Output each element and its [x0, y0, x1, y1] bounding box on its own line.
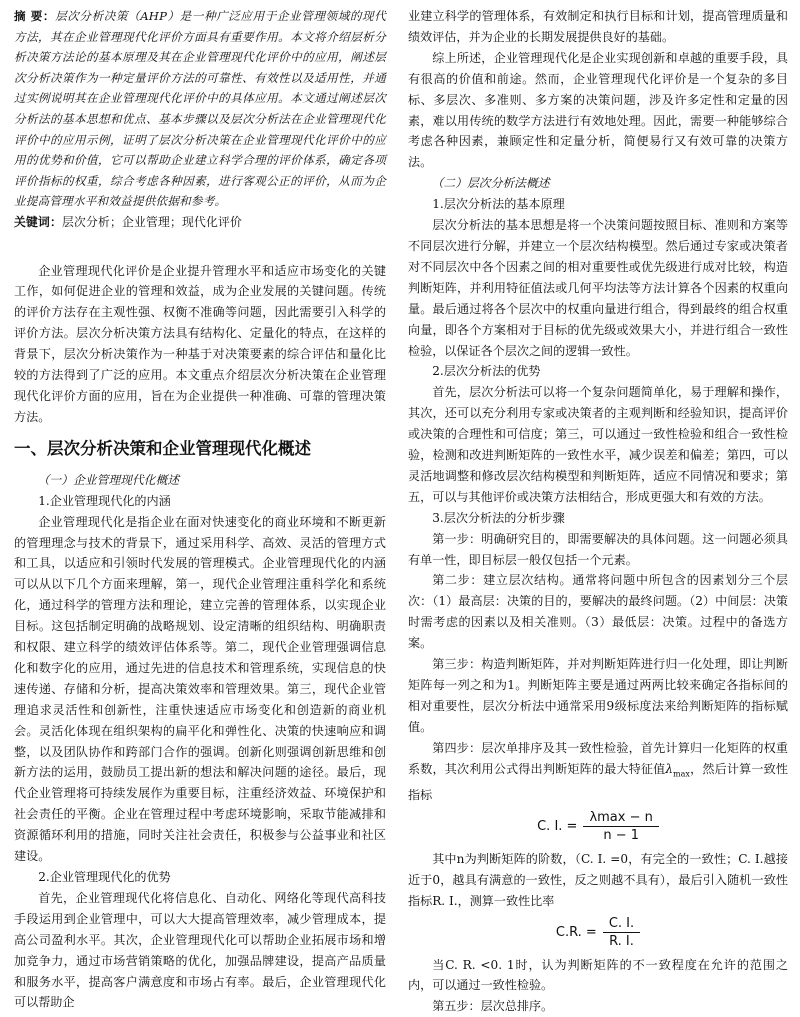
- summary-paragraph: 综上所述，企业管理现代化是企业实现创新和卓越的重要手段，具有很高的价值和前途。然而，企业管理现代化评价是一个复杂的多目标、多层次、多准则、多方案的决策问题，涉及许多定性和定量的因素，难以用传统的数学方法进行有效地处理。因此，需要一种能够综合考虑各种因素，兼顾定性和定量分析，简便易行又有效可靠的决策方法。: [408, 50, 788, 170]
- subsection-1-heading: （一）企业管理现代化概述: [37, 472, 180, 487]
- step-5-paragraph: 第五步：层次总排序。: [432, 999, 554, 1014]
- modernization-advantage-paragraph: 首先，企业管理现代化将信息化、自动化、网络化等现代高科技手段运用到企业管理中，可以大大提高管理效率，减少管理成本，提高公司盈利水平。其次，企业管理现代化可以帮助企业拓展市场和增加竞争力，通过市场营销策略的优化，加强品牌建设，提高产品质量和服务水平，提高客户满意度和市场占有率。最后，企业管理现代化可以帮助企: [14, 890, 386, 1010]
- ci-formula-numerator: λmax − n: [583, 810, 658, 827]
- subsection-2-2-heading: 2.层次分析法的优势: [432, 364, 541, 379]
- section-1-heading: 一、层次分析决策和企业管理现代化概述: [14, 438, 311, 458]
- abstract: [14, 6, 386, 233]
- ci-explanation-paragraph: 其中n为判断矩阵的阶数，（C. I. =0，有完全的一致性；C. I.越接近于0，越具有满意的一致性，反之则越不具有），最后引入随机一致性指标R. I.，测算一致性比率: [408, 851, 788, 908]
- keywords-label: 关键词：: [14, 214, 62, 229]
- ahp-advantage-paragraph: 首先，层次分析法可以将一个复杂问题简单化，易于理解和操作，其次，还可以充分利用专家或决策者的主观判断和经验知识，提高评价或决策的合理性和可信度；第三，可以通过一致性检验和组合一致性检验，检测和改进判断矩阵的一致性水平，减少误差和偏差；第四，可以灵活地调整和修改层次结构模型和判断矩阵，适应不同情况和要求；第五，可以与其他评价或决策方法相结合，形成更强大和有效的方法。: [408, 385, 788, 504]
- abstract-text: 层次分析决策（AHP）是一种广泛应用于企业管理领域的现代方法，其在企业管理现代化评价方面具有重要作用。本文将介绍层析分析决策方法论的基本原理及其在企业管理现代化评价中的应用，阐述层次分析决策作为一种定量评价方法的可靠性、有效性以及适用性，并通过实例说明其在企业管理现代化评价中的具体应用。本文通过阐述层次分析法的基本思想和优点、基本步骤以及层次分析法在企业管理现代化评价中的应用示例，证明了层次分析决策在企业管理现代化评价中的应用的优势和价值，它可以帮助企业建立科学合理的评价体系，确定各项评价指标的权重，综合考虑各种因素，进行客观公正的评价，从而为企业提高管理水平和效益提供依据和参考。: [14, 9, 386, 209]
- left-column: [14, 6, 386, 1013]
- cr-formula-numerator: C. I.: [603, 916, 640, 933]
- subsection-1-2-heading: 2.企业管理现代化的优势: [38, 870, 171, 884]
- intro-paragraph: 企业管理现代化评价是企业提升管理水平和适应市场变化的关键工作，如何促进企业的管理和效益，成为企业发展的关键问题。传统的评价方法存在主观性强、权衡不准确等问题，因此需要引入科学的评价方法。层次分析决策方法具有结构化、定量化的特点，在这样的背景下，层次分析决策作为一种基于对决策要素的综合评估和量化比较的方法得到了广泛的应用。本文重点介绍层次分析决策在企业管理现代化评价方面的应用，旨在为企业提供一种准确、可靠的管理决策方法。: [14, 263, 386, 424]
- abstract-label: 摘 要：: [14, 9, 56, 23]
- cr-formula-denominator: R. I.: [609, 933, 634, 949]
- ahp-principle-paragraph: 层次分析法的基本思想是将一个决策问题按照目标、准则和方案等不同层次进行分解，并建立一个层次结构模型。然后通过专家或决策者对不同层次中各个因素之间的相对重要性或优先级进行成对比较，构造判断矩阵，并利用特征值法或几何平均法等方法计算各个因素的权重向量。最后通过将各个层次中的权重向量进行组合，得到最终的组合权重向量，即各个方案相对于目标的优先级或效果大小，并进行组合一致性检验，以保证各个层次之间的逻辑一致性。: [408, 218, 788, 358]
- cr-formula: [408, 916, 788, 949]
- subsection-2-heading: （二）层次分析法概述: [431, 176, 550, 191]
- cr-formula-lhs: C.R. =: [555, 924, 597, 940]
- step-1-paragraph: 第一步：明确研究目的，即需要解决的具体问题。这一问题必须具有单一性，即目标层一般仅包括一个元素。: [408, 531, 788, 567]
- lambda-subscript: max: [673, 769, 690, 779]
- step-4-paragraph: 第四步：层次单排序及其一致性检验，首先计算归一化矩阵的权重系数，其次利用公式得出判断矩阵的最大特征值$\lambda_{max}$，然后计算一致性指标: [408, 740, 788, 802]
- cr-formula-fraction: [603, 916, 640, 949]
- ci-formula: [408, 810, 788, 843]
- ci-formula-denominator: n − 1: [603, 827, 639, 843]
- step-2-paragraph: 第二步：建立层次结构。通常将问题中所包含的因素划分三个层次：（1）最高层：决策的目的，要解决的最终问题。（2）中间层：决策时需考虑的因素以及相关准则。（3）最低层：决策。过程中的备选方案。: [408, 573, 788, 651]
- ci-formula-lhs: C. I. =: [537, 818, 578, 834]
- continued-paragraph: 业建立科学的管理体系，有效制定和执行目标和计划，提高管理质量和绩效评估，并为企业的长期发展提供良好的基础。: [408, 9, 788, 44]
- lambda-symbol: λ: [665, 761, 674, 776]
- subsection-1-1-heading: 1.企业管理现代化的内涵: [38, 493, 171, 508]
- right-column: [408, 6, 788, 1017]
- step-3-paragraph: 第三步：构造判断矩阵，并对判断矩阵进行归一化处理，即让判断矩阵每一列之和为1。判断矩阵主要是通过两两比较来确定各指标间的相对重要性，层次分析法中通常采用9级标度法来给判断矩阵的指标赋值。: [408, 657, 788, 734]
- subsection-2-1-heading: 1.层次分析法的基本原理: [432, 197, 565, 212]
- keywords-text: 层次分析；企业管理；现代化评价: [62, 214, 242, 229]
- modernization-meaning-paragraph: 企业管理现代化是指企业在面对快速变化的商业环境和不断更新的管理理念与技术的背景下，通过采用科学、高效、灵活的管理方式和工具，以适应和引领时代发展的管理模式。企业管理现代化的内涵可以从以下几个方面来理解，第一，现代企业管理注重科学化和系统化，通过科学的管理方法和理论，建立完善的管理体系，以实现企业目标。这包括制定明确的战略规划、设定清晰的组织结构、明确职责和权限、建立科学的绩效评估体系等。第二，现代企业管理强调信息化和数字化的应用，通过先进的信息技术和管理系统，实现信息的快速传递、存储和分析，提高决策效率和管理效果。第三，现代企业管理追求灵活性和创新性，注重快速适应市场变化和创造新的商业机会。灵活化体现在组织架构的扁平化和弹性化、决策的快速响应和调整，以及团队协作和跨部门合作的强调。创新化则强调创新思维和创新方法的运用，鼓励员工提出新的想法和解决问题的途径。最后，现代企业管理将可持续发展作为重要目标，注重经济效益、环境保护和社会责任的平衡。企业在管理过程中考虑环境影响，采取节能减排和资源循环利用的措施，同时关注社会责任，积极参与公益事业和社区建设。: [14, 514, 386, 864]
- ci-formula-fraction: [583, 810, 658, 843]
- cr-explanation-paragraph: 当C. R. <0. 1时，认为判断矩阵的不一致程度在允许的范围之内，可以通过一致性检验。: [408, 957, 788, 993]
- subsection-2-3-heading: 3.层次分析法的分析步骤: [432, 510, 565, 525]
